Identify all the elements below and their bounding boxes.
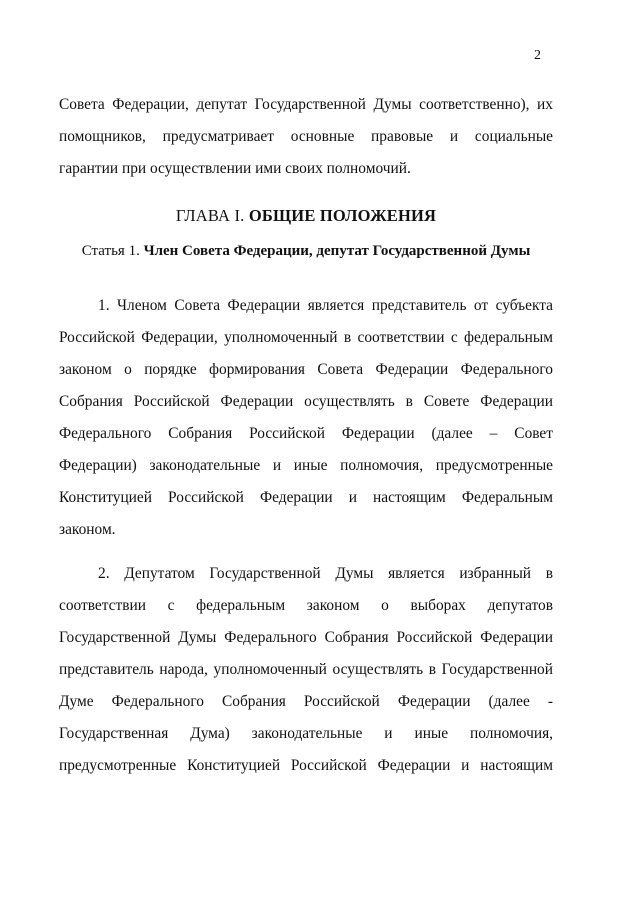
text-line: Думе Федерального Собрания Российской Федерации (далее - [59,693,553,710]
document-body [59,89,553,782]
text-line: помощников, предусматривает основные правовые и социальные [59,128,553,145]
chapter-heading [59,203,553,229]
intro-paragraph [59,89,553,185]
text-line: Совета Федерации, депутат Государственной Думы соответственно), их [59,96,553,113]
article-title: Член Совета Федерации, депутат Государственной Думы [143,243,531,259]
text-line: представитель народа, уполномоченный осуществлять в Государственной [59,661,553,678]
text-line: Федерации) законодательные и иные полномочия, предусмотренные [59,457,553,474]
text-line: гарантии при осуществлении ими своих полномочий. [59,160,411,177]
text-line: законом. [59,521,116,538]
text-line: Конституцией Российской Федерации и настоящим Федеральным [59,489,553,506]
text-line: Российской Федерации, уполномоченный в соответствии с федеральным [59,329,553,346]
text-line: соответствии с федеральным законом о выборах депутатов [59,597,553,614]
article-heading [59,238,553,264]
text-line: предусмотренные Конституцией Российской Федерации и настоящим [59,757,553,774]
text-line: Государственная Дума) законодательные и иные полномочия, [59,725,553,742]
paragraph-1 [59,290,553,546]
paragraph-2 [59,558,553,782]
text-line: 2. Депутатом Государственной Думы является избранный в [98,565,553,582]
text-line: Собрания Российской Федерации осуществлять в Совете Федерации [59,393,553,410]
page-number: 2 [534,48,541,63]
article-prefix: Статья 1. [81,243,140,259]
text-line: Федерального Собрания Российской Федерации (далее – Совет [59,425,553,442]
text-line: Государственной Думы Федерального Собрания Российской Федерации [59,629,553,646]
chapter-prefix: ГЛАВА I. [175,206,245,225]
text-line: 1. Членом Совета Федерации является представитель от субъекта [98,297,553,314]
chapter-title: ОБЩИЕ ПОЛОЖЕНИЯ [248,206,437,225]
text-line: законом о порядке формирования Совета Федерации Федерального [59,361,553,378]
